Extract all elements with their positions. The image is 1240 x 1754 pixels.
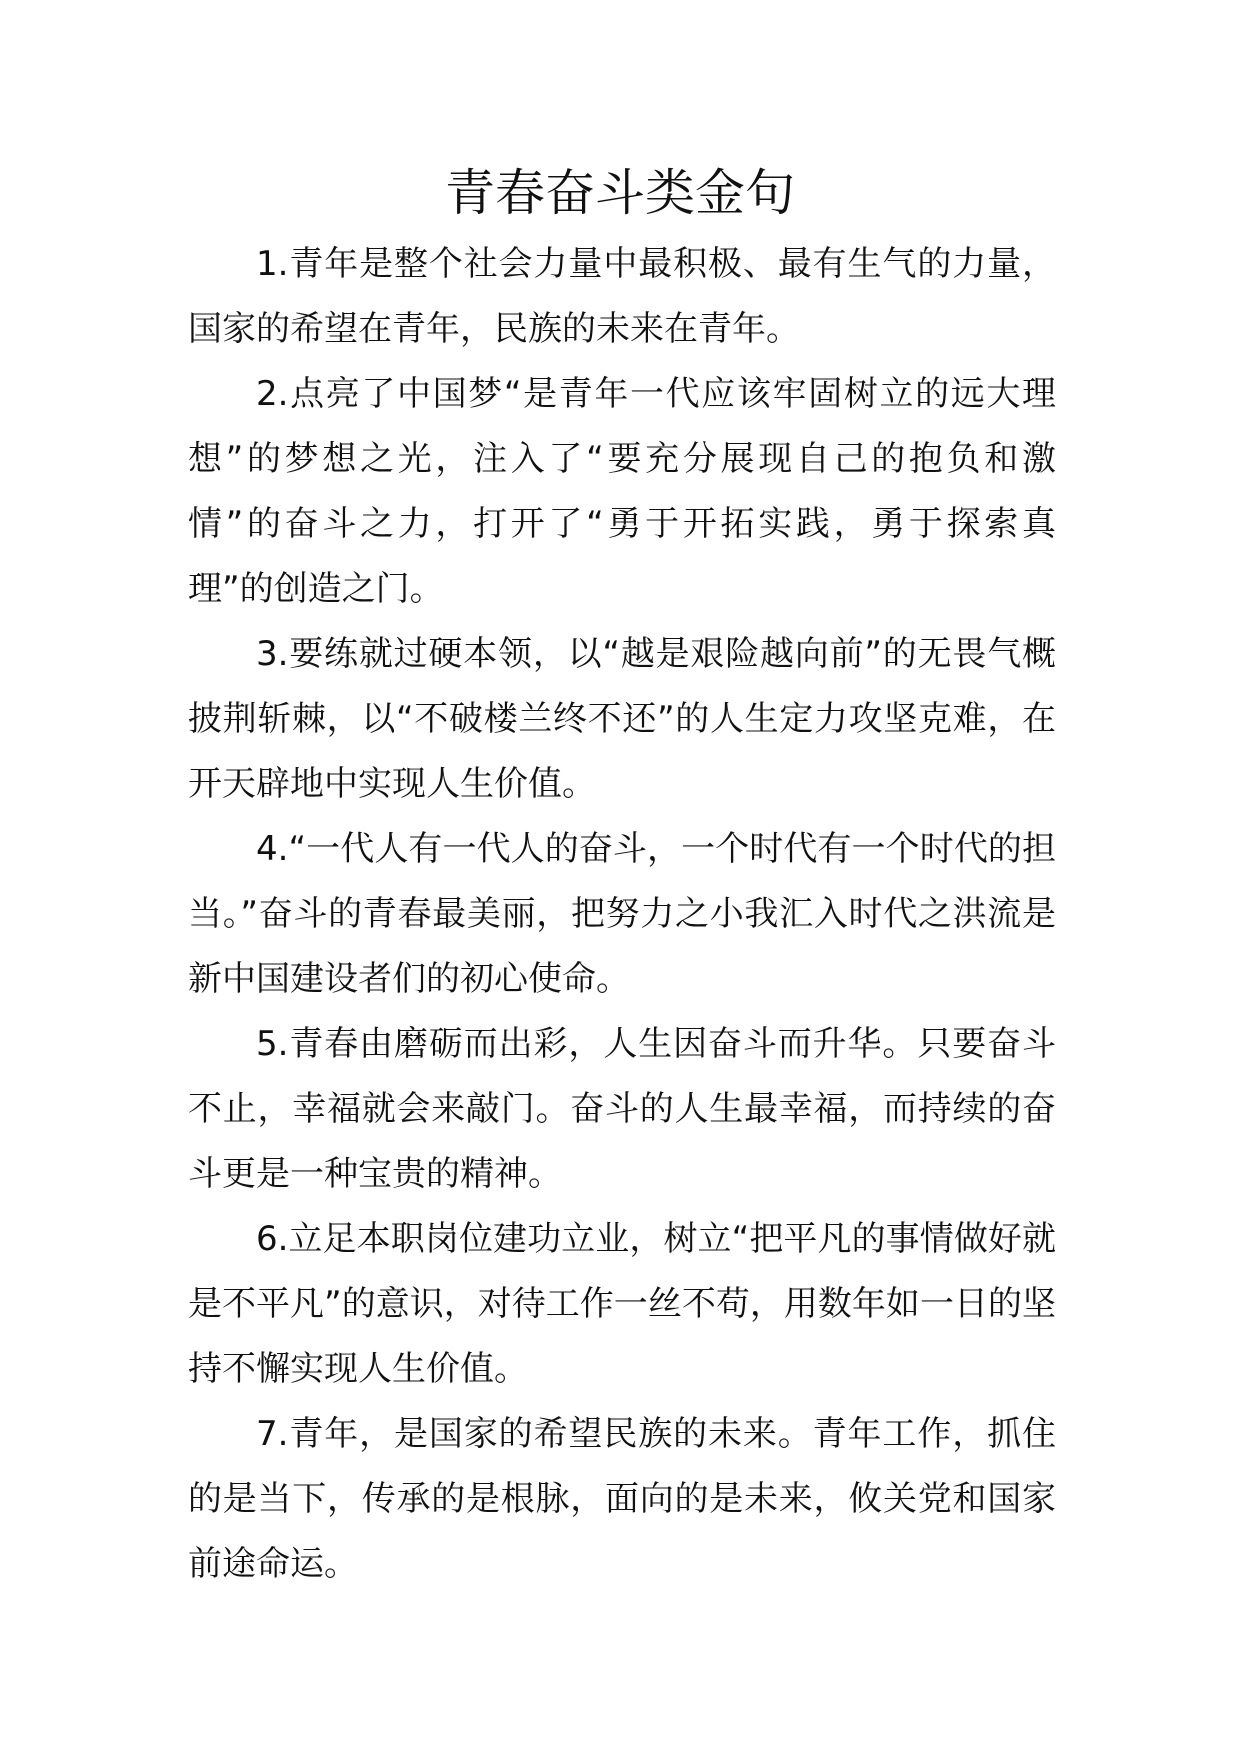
paragraph-3: 3.要练就过硬本领，以“越是艰险越向前”的无畏气概披荆斩棘，以“不破楼兰终不还”的人生定力攻坚克难，在开天辟地中实现人生价值。 [188, 634, 1056, 804]
paragraph-7: 7.青年，是国家的希望民族的未来。青年工作，抓住的是当下，传承的是根脉，面向的是未来，攸关党和国家前途命运。 [188, 1414, 1056, 1584]
paragraph-5: 5.青春由磨砺而出彩，人生因奋斗而升华。只要奋斗不止，幸福就会来敲门。奋斗的人生最幸福，而持续的奋斗更是一种宝贵的精神。 [188, 1024, 1056, 1194]
document-title: 青春奋斗类金句 [445, 164, 795, 222]
document-body [188, 232, 1056, 1597]
paragraph-4: 4.“一代人有一代人的奋斗，一个时代有一个时代的担当。”奋斗的青春最美丽，把努力之小我汇入时代之洪流是新中国建设者们的初心使命。 [188, 829, 1056, 999]
paragraph-1: 1.青年是整个社会力量中最积极、最有生气的力量，国家的希望在青年，民族的未来在青年。 [188, 244, 1056, 349]
paragraph-6: 6.立足本职岗位建功立业，树立“把平凡的事情做好就是不平凡”的意识，对待工作一丝不苟，用数年如一日的坚持不懈实现人生价值。 [188, 1219, 1056, 1389]
paragraph-2: 2.点亮了中国梦“是青年一代应该牢固树立的远大理想”的梦想之光，注入了“要充分展现自己的抱负和激情”的奋斗之力，打开了“勇于开拓实践，勇于探索真理”的创造之门。 [188, 374, 1056, 609]
